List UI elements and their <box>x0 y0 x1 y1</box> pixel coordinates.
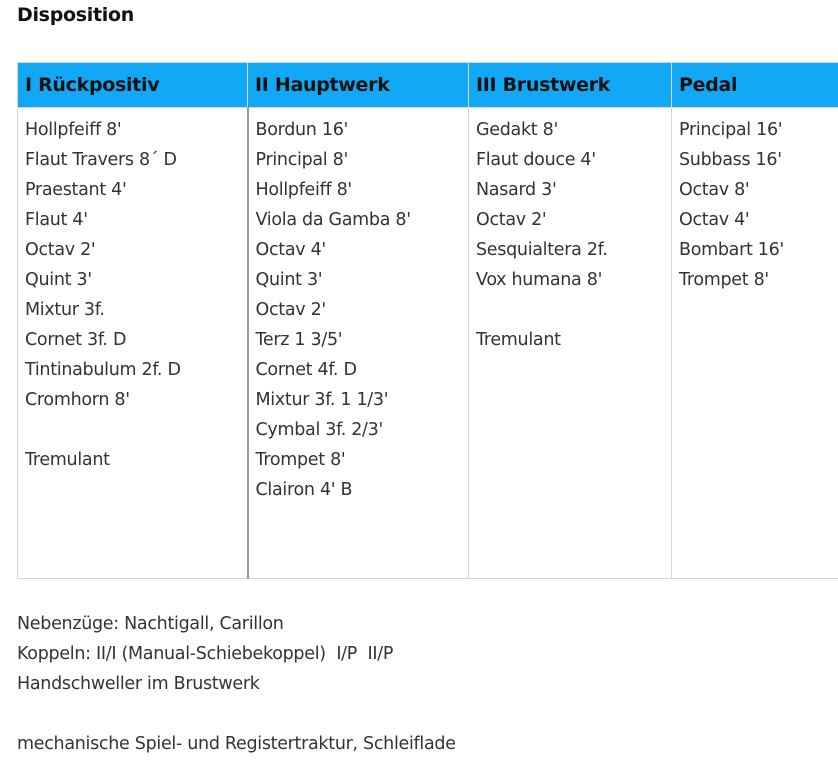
stop-item: Trompet 8' <box>255 450 346 470</box>
stop-item: Hollpfeiff 8' <box>25 120 122 140</box>
stop-item: Octav 2' <box>255 300 326 320</box>
stop-list-brustwerk <box>476 115 664 355</box>
column-rueckpositiv <box>18 108 248 579</box>
stop-spacer <box>476 295 664 325</box>
stop-item: Gedakt 8' <box>476 120 558 140</box>
stop-item: Tremulant <box>25 450 110 470</box>
note-spacer <box>17 699 456 729</box>
stop-item: Octav 2' <box>476 210 547 230</box>
stop-item: Nasard 3' <box>476 180 557 200</box>
stop-item: Flaut 4' <box>25 210 88 230</box>
stop-item: Hollpfeiff 8' <box>255 180 352 200</box>
stop-item: Flaut Travers 8´ D <box>25 150 177 170</box>
stop-list-pedal <box>679 115 838 295</box>
stop-item: Flaut douce 4' <box>476 150 596 170</box>
stop-item: Mixtur 3f. <box>25 300 105 320</box>
stop-item: Bombart 16' <box>679 240 784 260</box>
stop-item: Quint 3' <box>25 270 92 290</box>
stop-item: Tintinabulum 2f. D <box>25 360 181 380</box>
stop-item: Vox humana 8' <box>476 270 603 290</box>
table-row <box>18 108 838 579</box>
header-rueckpositiv: I Rückpositiv <box>18 63 248 108</box>
stop-item: Octav 8' <box>679 180 750 200</box>
stop-item: Cornet 3f. D <box>25 330 127 350</box>
stop-item: Quint 3' <box>255 270 323 290</box>
header-brustwerk: III Brustwerk <box>469 63 672 108</box>
stop-item: Principal 16' <box>679 120 783 140</box>
stop-item: Tremulant <box>476 330 561 350</box>
column-hauptwerk <box>248 108 469 579</box>
stop-item: Bordun 16' <box>255 120 349 140</box>
stop-spacer <box>25 415 240 445</box>
note-koppeln: Koppeln: II/I (Manual-Schiebekoppel) I/P II/P <box>17 644 394 664</box>
note-handschweller: Handschweller im Brustwerk <box>17 674 260 694</box>
stop-item: Viola da Gamba 8' <box>255 210 411 230</box>
page-title: Disposition <box>17 4 134 26</box>
stop-list-hauptwerk <box>256 115 462 505</box>
stop-item: Terz 1 3/5' <box>255 330 343 350</box>
stop-item: Cornet 4f. D <box>255 360 357 380</box>
column-pedal <box>672 108 838 579</box>
stop-item: Subbass 16' <box>679 150 782 170</box>
stop-item: Principal 8' <box>255 150 348 170</box>
stop-item: Clairon 4' B <box>255 480 353 500</box>
stop-item: Octav 4' <box>679 210 750 230</box>
table-header-row <box>18 63 838 108</box>
notes-section <box>17 609 456 759</box>
header-hauptwerk: II Hauptwerk <box>248 63 469 108</box>
stop-item: Octav 2' <box>25 240 96 260</box>
stop-item: Cymbal 3f. 2/3' <box>255 420 384 440</box>
stop-item: Cromhorn 8' <box>25 390 130 410</box>
note-nebenzuege: Nebenzüge: Nachtigall, Carillon <box>17 614 284 634</box>
column-brustwerk <box>469 108 672 579</box>
header-pedal: Pedal <box>672 63 838 108</box>
stop-item: Sesquialtera 2f. <box>476 240 608 260</box>
note-traktur: mechanische Spiel- und Registertraktur, Schleiflade <box>17 734 456 754</box>
disposition-table <box>17 62 838 579</box>
stop-item: Octav 4' <box>255 240 326 260</box>
stop-item: Trompet 8' <box>679 270 769 290</box>
stop-item: Praestant 4' <box>25 180 127 200</box>
stop-item: Mixtur 3f. 1 1/3' <box>255 390 389 410</box>
stop-list-rueckpositiv <box>25 115 240 475</box>
